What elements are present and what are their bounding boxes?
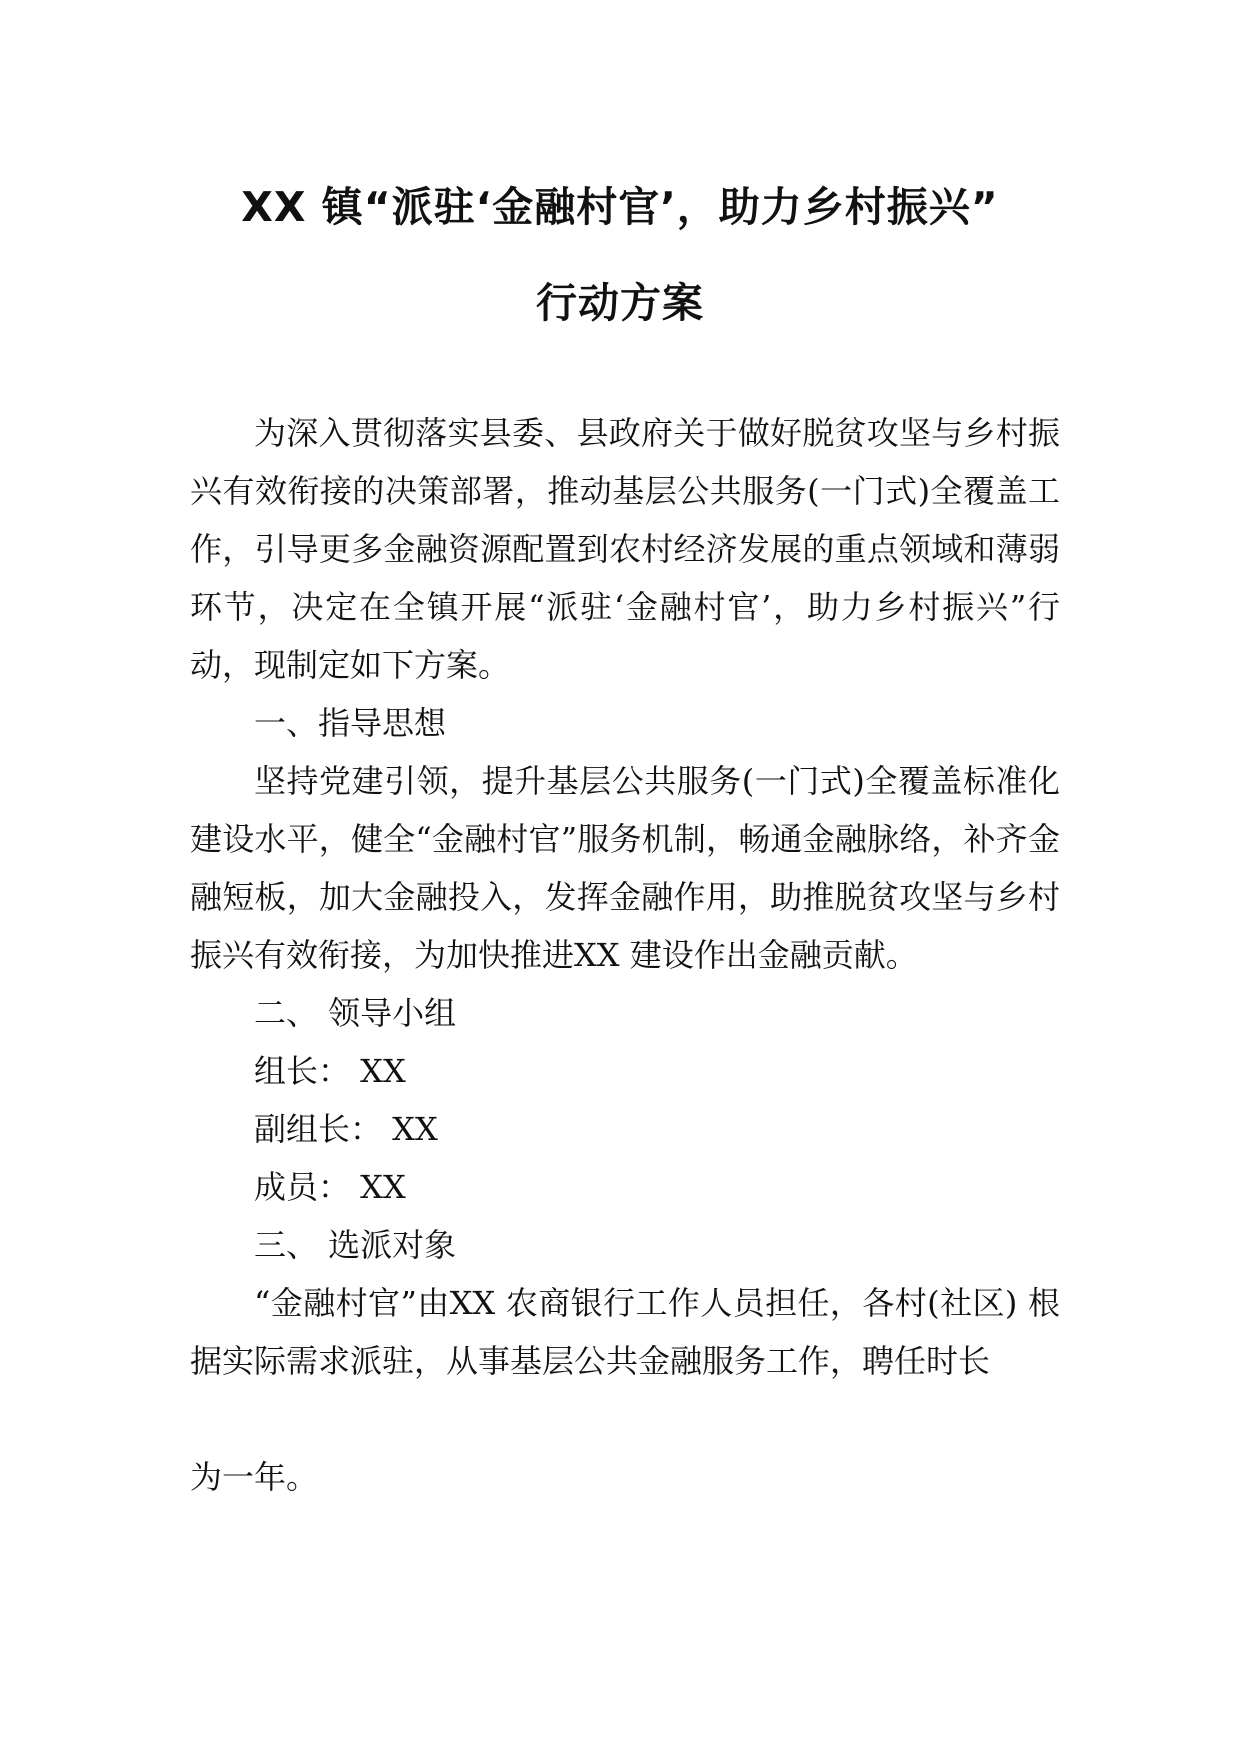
document-title-line-1: XX 镇“派驻‘金融村官’，助力乡村振兴”	[241, 183, 999, 231]
section-3-paragraph: “金融村官”由XX 农商银行工作人员担任，各村(社区) 根据实际需求派驻，从事基层公共金融服务工作，聘任时长	[190, 1284, 1060, 1380]
deputy-line-block	[190, 1100, 1060, 1158]
section-3-heading-block	[190, 1216, 1060, 1274]
section-1-paragraph-block	[190, 752, 1060, 984]
intro-paragraph: 为深入贯彻落实县委、县政府关于做好脱贫攻坚与乡村振兴有效衔接的决策部署，推动基层公共服务(一门式)全覆盖工作，引导更多金融资源配置到农村经济发展的重点领域和薄弱环节，决定在全镇开展“派驻‘金融村官’，助力乡村振兴”行动，现制定如下方案。	[190, 414, 1060, 684]
members-line: 成员： XX	[254, 1168, 406, 1206]
section-3-paragraph-tail: 为一年。	[190, 1458, 319, 1496]
deputy-leader-line: 副组长： XX	[254, 1110, 438, 1148]
document-title-line-2: 行动方案	[536, 279, 704, 327]
section-1-paragraph: 坚持党建引领，提升基层公共服务(一门式)全覆盖标准化建设水平，健全“金融村官”服务机制，畅通金融脉络，补齐金融短板，加大金融投入，发挥金融作用，助推脱贫攻坚与乡村振兴有效衔接，为加快推进XX 建设作出金融贡献。	[190, 762, 1060, 974]
section-1-heading: 一、指导思想	[254, 704, 447, 742]
section-1-heading-block	[190, 694, 1060, 752]
section-2-heading-block	[190, 984, 1060, 1042]
intro-paragraph-block	[190, 404, 1060, 694]
section-2-heading: 二、 领导小组	[254, 994, 457, 1032]
section-3-tail-block	[190, 1448, 1060, 1506]
members-line-block	[190, 1158, 1060, 1216]
leader-line-block	[190, 1042, 1060, 1100]
section-3-paragraph-block	[190, 1274, 1060, 1390]
group-leader-line: 组长： XX	[254, 1052, 406, 1090]
section-3-heading: 三、 选派对象	[254, 1226, 457, 1264]
